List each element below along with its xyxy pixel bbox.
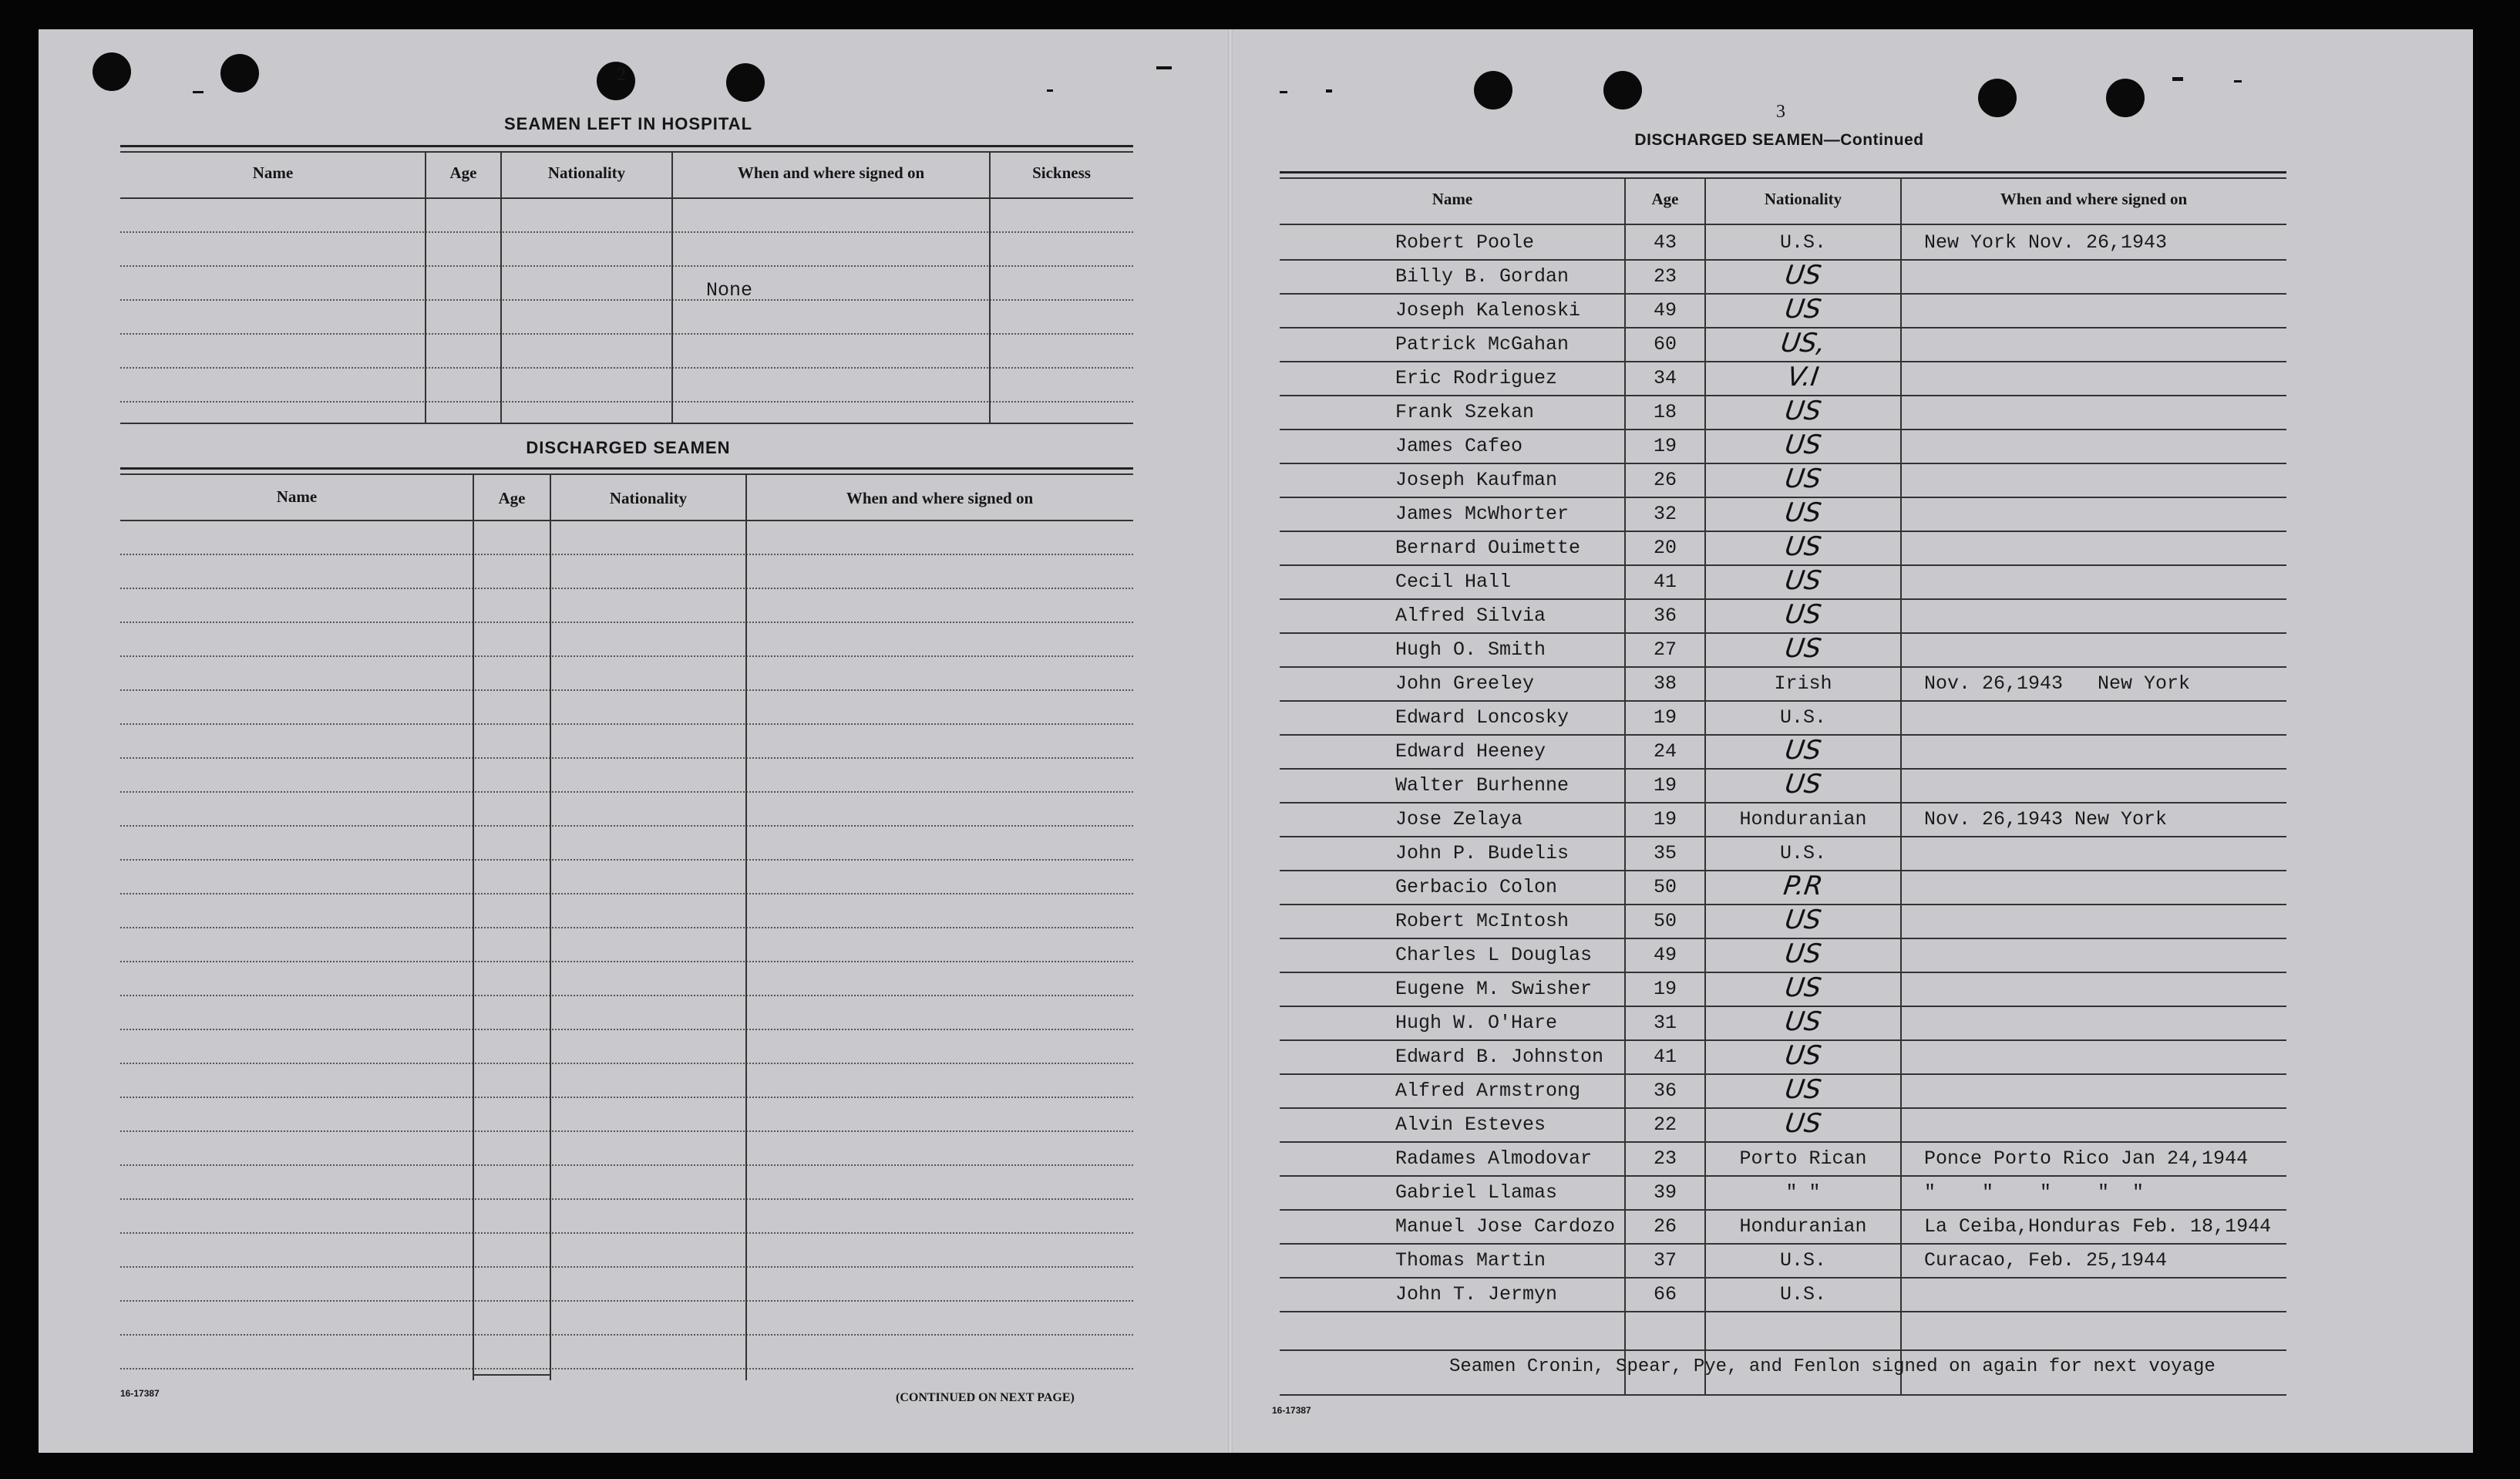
seaman-age: 18	[1653, 401, 1677, 423]
hospital-section-title: SEAMEN LEFT IN HOSPITAL	[503, 114, 753, 133]
seaman-nationality: US	[1782, 599, 1824, 630]
seaman-nationality: US	[1782, 769, 1824, 800]
row-rule	[1280, 531, 2286, 532]
seaman-age: 26	[1653, 1215, 1677, 1238]
seaman-age: 35	[1653, 842, 1677, 864]
seaman-age: 41	[1653, 1046, 1677, 1068]
seaman-age: 24	[1653, 740, 1677, 763]
seaman-age: 50	[1653, 876, 1677, 898]
row-rule	[1280, 497, 2286, 498]
seaman-name: Radames Almodovar	[1395, 1147, 1593, 1170]
row-rule	[1280, 259, 2286, 261]
row-rule	[1280, 429, 2286, 430]
seaman-nationality: US	[1782, 1074, 1824, 1105]
seaman-name: Edward Heeney	[1395, 740, 1546, 763]
seaman-nationality: U.S.	[1779, 1249, 1826, 1272]
seaman-nationality: US	[1782, 565, 1824, 596]
punch-hole	[1474, 71, 1512, 109]
ledger-rule	[120, 1300, 1133, 1302]
seaman-age: 66	[1653, 1283, 1677, 1305]
seaman-signed-on: Curacao, Feb. 25,1944	[1924, 1249, 2168, 1272]
seaman-name: Frank Szekan	[1395, 401, 1535, 423]
seaman-name: Thomas Martin	[1395, 1249, 1546, 1272]
seaman-nationality: " "	[1785, 1181, 1821, 1204]
seaman-nationality: US	[1782, 260, 1824, 291]
seaman-nationality: US	[1782, 633, 1824, 664]
seaman-name: Bernard Ouimette	[1395, 537, 1581, 559]
ledger-rule	[120, 995, 1133, 996]
seaman-age: 19	[1653, 808, 1677, 830]
seaman-nationality: Honduranian	[1739, 1215, 1867, 1238]
seaman-age: 49	[1653, 299, 1677, 322]
ledger-rule	[120, 689, 1133, 691]
row-rule	[1280, 870, 2286, 871]
row-rule	[1280, 395, 2286, 396]
seaman-nationality: US	[1782, 905, 1824, 935]
seaman-age: 50	[1653, 910, 1677, 932]
seaman-signed-on: Nov. 26,1943 New York	[1924, 672, 2191, 695]
seaman-age: 20	[1653, 537, 1677, 559]
seaman-name: Eugene M. Swisher	[1395, 978, 1593, 1000]
seaman-age: 34	[1653, 367, 1677, 389]
hospital-header-sickness: Sickness	[1032, 163, 1091, 182]
ledger-rule	[120, 927, 1133, 928]
row-rule	[1280, 666, 2286, 668]
punch-hole	[2106, 79, 2145, 117]
seaman-name: Gerbacio Colon	[1395, 876, 1558, 898]
row-rule	[1280, 904, 2286, 905]
hospital-none-entry: None	[706, 279, 753, 302]
seaman-age: 23	[1653, 265, 1677, 288]
seaman-age: 49	[1653, 944, 1677, 966]
row-rule	[1280, 1175, 2286, 1177]
seaman-nationality: U.S.	[1779, 231, 1826, 254]
ledger-rule	[120, 791, 1133, 793]
ledger-rule	[120, 723, 1133, 725]
ledger-rule	[120, 1130, 1133, 1132]
seaman-nationality: US	[1782, 396, 1824, 426]
punch-hole	[220, 54, 259, 93]
seaman-nationality: U.S.	[1779, 842, 1826, 864]
seaman-nationality: US	[1782, 531, 1824, 562]
seaman-age: 22	[1653, 1113, 1677, 1136]
row-rule	[1280, 1311, 2286, 1312]
row-rule	[1280, 1141, 2286, 1143]
ledger-rule	[120, 1198, 1133, 1200]
seaman-nationality: US	[1782, 735, 1824, 766]
seaman-name: Walter Burhenne	[1395, 774, 1570, 797]
ledger-rule	[120, 554, 1133, 555]
seaman-name: Joseph Kalenoski	[1395, 299, 1581, 322]
row-rule	[1280, 463, 2286, 464]
row-rule	[1280, 972, 2286, 973]
seaman-name: Jose Zelaya	[1395, 808, 1523, 830]
ledger-rule	[120, 1334, 1133, 1336]
seaman-nationality: U.S.	[1779, 1283, 1826, 1305]
row-rule	[1280, 361, 2286, 362]
seaman-age: 23	[1653, 1147, 1677, 1170]
seaman-age: 43	[1653, 231, 1677, 254]
row-rule	[1280, 1039, 2286, 1041]
punch-hole	[1603, 71, 1642, 109]
seaman-signed-on: Nov. 26,1943 New York	[1924, 808, 2168, 830]
ledger-rule	[120, 859, 1133, 861]
seaman-signed-on: " " " " "	[1924, 1181, 2145, 1204]
ledger-rule	[120, 1029, 1133, 1030]
right-header-name: Name	[1432, 190, 1473, 208]
ledger-rule	[120, 825, 1133, 827]
discharged-header-age: Age	[498, 489, 526, 507]
left-page	[39, 29, 1230, 1453]
discharged-header-signed: When and where signed on	[846, 489, 1034, 507]
seaman-nationality: US	[1782, 497, 1824, 528]
page-fold	[1228, 29, 1233, 1453]
seaman-signed-on: Ponce Porto Rico Jan 24,1944	[1924, 1147, 2249, 1170]
seaman-nationality: US	[1782, 463, 1824, 494]
seaman-age: 31	[1653, 1012, 1677, 1034]
seaman-age: 38	[1653, 672, 1677, 695]
seaman-name: Patrick McGahan	[1395, 333, 1570, 355]
seaman-name: John P. Budelis	[1395, 842, 1570, 864]
seaman-name: Cecil Hall	[1395, 571, 1512, 593]
row-rule	[1280, 293, 2286, 295]
voyage-note: Seamen Cronin, Spear, Pye, and Fenlon signed on again for next voyage	[1449, 1356, 2216, 1377]
row-rule	[1280, 802, 2286, 804]
seaman-age: 32	[1653, 503, 1677, 525]
seaman-name: Manuel Jose Cardozo	[1395, 1215, 1616, 1238]
seaman-age: 36	[1653, 1080, 1677, 1102]
row-rule	[1280, 598, 2286, 600]
ledger-rule	[120, 1232, 1133, 1234]
seaman-nationality: US	[1782, 430, 1824, 460]
seaman-nationality: US	[1782, 1006, 1824, 1037]
seaman-name: Edward Loncosky	[1395, 706, 1570, 729]
ledger-rule	[120, 1097, 1133, 1098]
seaman-signed-on: New York Nov. 26,1943	[1924, 231, 2168, 254]
seaman-nationality: US	[1782, 972, 1824, 1003]
row-rule	[1280, 1277, 2286, 1279]
form-number-right: 16-17387	[1272, 1405, 1311, 1416]
seaman-nationality: P.R	[1781, 871, 1825, 901]
seaman-name: Hugh W. O'Hare	[1395, 1012, 1558, 1034]
seaman-name: John T. Jermyn	[1395, 1283, 1558, 1305]
seaman-age: 19	[1653, 978, 1677, 1000]
ledger-rule	[120, 622, 1133, 623]
seaman-nationality: US	[1782, 294, 1824, 325]
seaman-age: 39	[1653, 1181, 1677, 1204]
hospital-header-signed: When and where signed on	[737, 163, 925, 182]
seaman-name: Joseph Kaufman	[1395, 469, 1558, 491]
row-rule	[1280, 700, 2286, 702]
page-number-left: 2	[617, 65, 626, 85]
seaman-nationality: US	[1782, 1108, 1824, 1139]
right-header-nationality: Nationality	[1764, 190, 1842, 208]
page-number-right: 3	[1776, 102, 1785, 122]
seaman-age: 19	[1653, 706, 1677, 729]
row-rule	[1280, 734, 2286, 736]
seaman-nationality: Honduranian	[1739, 808, 1867, 830]
ledger-rule	[120, 588, 1133, 589]
ledger-rule	[120, 893, 1133, 894]
ledger-rule	[120, 1164, 1133, 1166]
ledger-rule	[120, 961, 1133, 962]
row-rule	[1280, 1209, 2286, 1211]
row-rule	[1280, 768, 2286, 770]
discharged-continued-title: DISCHARGED SEAMEN—Continued	[1634, 131, 1924, 149]
form-number-left: 16-17387	[120, 1388, 160, 1399]
seaman-name: Alfred Silvia	[1395, 605, 1546, 627]
seaman-name: Alvin Esteves	[1395, 1113, 1546, 1136]
row-rule	[1280, 1073, 2286, 1075]
discharged-section-title: DISCHARGED SEAMEN	[526, 438, 731, 457]
row-rule	[1280, 1006, 2286, 1007]
seaman-name: Eric Rodriguez	[1395, 367, 1558, 389]
discharged-header-name: Name	[276, 487, 318, 506]
right-header-age: Age	[1651, 190, 1679, 208]
seaman-name: James McWhorter	[1395, 503, 1570, 525]
seaman-name: Edward B. Johnston	[1395, 1046, 1604, 1068]
punch-hole	[726, 63, 765, 102]
seaman-nationality: US	[1782, 938, 1824, 969]
seaman-age: 37	[1653, 1249, 1677, 1272]
seaman-nationality: V.I	[1785, 362, 1821, 392]
row-rule	[1280, 938, 2286, 939]
row-rule	[1280, 1107, 2286, 1109]
seaman-name: Robert McIntosh	[1395, 910, 1570, 932]
seaman-age: 60	[1653, 333, 1677, 355]
seaman-age: 27	[1653, 638, 1677, 661]
seaman-name: Gabriel Llamas	[1395, 1181, 1558, 1204]
seaman-age: 19	[1653, 435, 1677, 457]
ledger-rule	[120, 1266, 1133, 1268]
ledger-rule	[120, 757, 1133, 759]
seaman-nationality: Irish	[1774, 672, 1832, 695]
hospital-header-nationality: Nationality	[547, 163, 626, 182]
seaman-age: 26	[1653, 469, 1677, 491]
ledger-rule	[120, 1063, 1133, 1064]
seaman-signed-on: La Ceiba,Honduras Feb. 18,1944	[1924, 1215, 2272, 1238]
hospital-header-age: Age	[449, 163, 477, 182]
seaman-age: 41	[1653, 571, 1677, 593]
seaman-nationality: U.S.	[1779, 706, 1826, 729]
punch-hole	[93, 52, 131, 91]
ledger-rule	[120, 655, 1133, 657]
row-rule	[1280, 632, 2286, 634]
punch-hole	[1978, 79, 2017, 117]
discharged-header-nationality: Nationality	[609, 489, 688, 507]
punch-hole	[597, 62, 635, 100]
seaman-name: Alfred Armstrong	[1395, 1080, 1581, 1102]
row-rule	[1280, 836, 2286, 837]
continued-note: (CONTINUED ON NEXT PAGE)	[896, 1391, 1075, 1404]
seaman-name: Robert Poole	[1395, 231, 1535, 254]
seaman-age: 36	[1653, 605, 1677, 627]
seaman-age: 19	[1653, 774, 1677, 797]
seaman-nationality: Porto Rican	[1739, 1147, 1867, 1170]
seaman-nationality: US,	[1778, 328, 1828, 359]
seaman-name: John Greeley	[1395, 672, 1535, 695]
hospital-header-name: Name	[252, 163, 294, 182]
seaman-name: Charles L Douglas	[1395, 944, 1593, 966]
ledger-rule	[120, 1368, 1133, 1370]
row-rule	[1280, 564, 2286, 566]
seaman-name: Billy B. Gordan	[1395, 265, 1570, 288]
right-header-signed: When and where signed on	[2000, 190, 2188, 208]
seaman-name: Hugh O. Smith	[1395, 638, 1546, 661]
seaman-nationality: US	[1782, 1040, 1824, 1071]
row-rule	[1280, 1243, 2286, 1245]
seaman-name: James Cafeo	[1395, 435, 1523, 457]
